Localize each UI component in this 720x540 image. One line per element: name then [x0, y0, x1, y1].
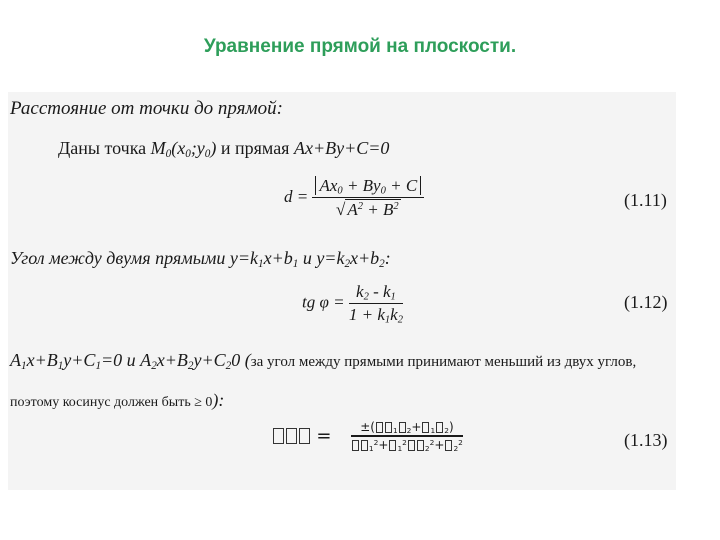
eq-number-1-11: (1.11) [624, 190, 667, 210]
distance-formula [284, 176, 424, 220]
angle-fraction: $\frac{k_2 - k_1}{1 + k_1k_2}$ [348, 282, 403, 326]
cosine-fraction: $\frac{\pm( _1 _2+ _1 _2)}{_1^2+ _1^2_2^2+ _2^2}$ [351, 420, 463, 452]
slide-title: Уравнение прямой на плоскости. [203, 36, 517, 57]
angle-lhs: tg φ = [302, 292, 345, 312]
cos-lhs-glyphs [272, 426, 311, 446]
distance-heading: Расстояние от точки до прямой: [10, 98, 283, 119]
angle-heading: Угол между двумя прямыми $y=k_1x+b_1$ и $y=k_2x+b_2$: [10, 248, 391, 270]
cosine-formula: = $\frac{\pm( _1 _2+ _1 _2)}{_1^2+ _1^2_2^2+ _2^2}$ [272, 420, 463, 452]
distance-lhs: d = [284, 186, 309, 206]
eq-number-1-12: (1.12) [624, 292, 668, 312]
point-label: $M_0(x_0;y_0)$ [150, 138, 217, 160]
line-prefix: и прямая [216, 138, 294, 158]
line-equation: Ax+By+C=0 [293, 138, 390, 158]
angle-formula [302, 282, 403, 325]
distance-fraction: $\frac{Ax_0 + By_0 + C}{√ A^2 + B^2}$ [312, 176, 424, 220]
eq-number-1-13: (1.13) [624, 430, 668, 450]
cosine-lines-description: $A_1x+B_1y+C_1=0$ и $A_2x+B_2y+C_20$ (за угол между прямыми принимают меньший из двух углов, [10, 350, 637, 372]
given-prefix: Даны точка [58, 138, 151, 158]
cosine-condition: поэтому косинус должен быть ≥ 0): [10, 390, 225, 410]
distance-given [58, 138, 389, 159]
